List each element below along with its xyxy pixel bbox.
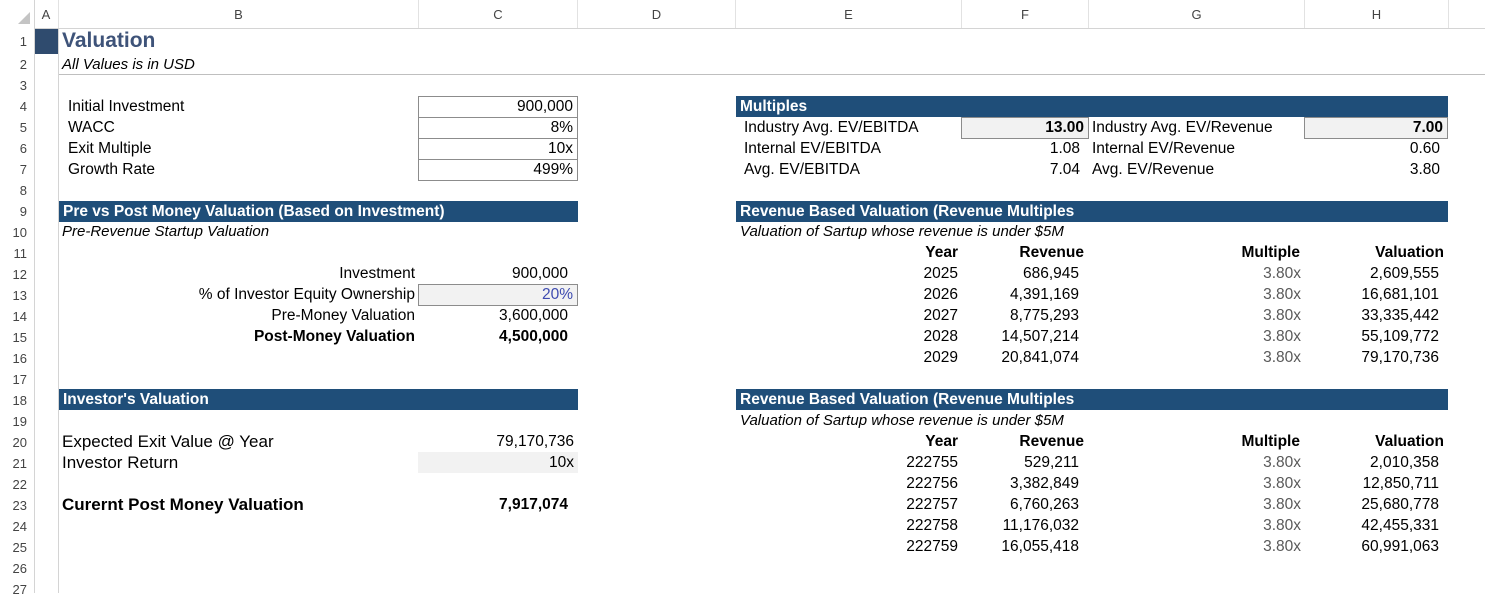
rev2-year: 222756 (906, 475, 958, 492)
rev2-year: 222757 (906, 496, 958, 513)
revenue-valuation-header: Revenue Based Valuation (Revenue Multiples (736, 201, 1448, 222)
rev1-year: 2029 (923, 349, 958, 366)
multiple-label: Industry Avg. EV/EBITDA (744, 119, 919, 136)
row-header[interactable]: 16 (12, 351, 27, 366)
row-header[interactable]: 11 (13, 246, 27, 261)
row-header[interactable]: 26 (12, 561, 27, 576)
rev1-year: 2025 (923, 265, 958, 282)
exit-multiple-input[interactable]: 10x (418, 138, 578, 160)
page-title: Valuation (62, 29, 156, 52)
rev2-year: 222755 (906, 454, 958, 471)
row-header[interactable]: 24 (12, 519, 27, 534)
exit-value-label: Expected Exit Value @ Year (62, 432, 274, 451)
column-header-bar (0, 0, 1485, 29)
prepost-subtitle: Pre-Revenue Startup Valuation (62, 223, 270, 240)
exit-value: 79,170,736 (496, 433, 574, 450)
revenue-valuation-subtitle: Valuation of Sartup whose revenue is under $5M (740, 412, 1064, 429)
growth-rate-input[interactable]: 499% (418, 159, 578, 181)
rev2-valuation: 25,680,778 (1361, 496, 1439, 513)
rev1-multiple: 3.80x (1263, 286, 1301, 303)
current-post-money-value: 7,917,074 (499, 496, 568, 513)
industry-ev-revenue-input[interactable]: 7.00 (1304, 117, 1448, 139)
rev1-year: 2027 (923, 307, 958, 324)
column-heading-valuation: Valuation (1375, 433, 1444, 450)
revenue-valuation-subtitle: Valuation of Sartup whose revenue is under $5M (740, 223, 1064, 240)
row-header[interactable]: 6 (19, 141, 27, 156)
rev2-revenue: 3,382,849 (1010, 475, 1079, 492)
rev1-multiple: 3.80x (1263, 265, 1301, 282)
input-label-growth-rate: Growth Rate (68, 161, 156, 178)
row-header[interactable]: 19 (12, 414, 27, 429)
row-header[interactable]: 4 (19, 99, 27, 114)
wacc-input[interactable]: 8% (418, 117, 578, 139)
rev2-valuation: 2,010,358 (1370, 454, 1439, 471)
row-header[interactable]: 27 (12, 582, 27, 597)
row-header[interactable]: 18 (12, 393, 27, 408)
rev2-multiple: 3.80x (1263, 475, 1301, 492)
row-header[interactable]: 25 (12, 540, 27, 555)
row-header[interactable]: 3 (19, 78, 27, 93)
page-subtitle: All Values is in USD (62, 56, 195, 73)
avg-ev-ebitda-value: 7.04 (1049, 161, 1080, 178)
rev2-multiple: 3.80x (1263, 454, 1301, 471)
rev2-multiple: 3.80x (1263, 538, 1301, 555)
post-money-value: 4,500,000 (499, 328, 568, 345)
rev2-revenue: 11,176,032 (1002, 517, 1079, 534)
multiples-header: Multiples (736, 96, 1448, 117)
prepost-label: Investment (339, 265, 415, 282)
equity-ownership-input[interactable]: 20% (418, 284, 578, 306)
rev2-multiple: 3.80x (1263, 517, 1301, 534)
row-header[interactable]: 21 (12, 456, 27, 471)
rev1-multiple: 3.80x (1263, 349, 1301, 366)
multiple-label: Industry Avg. EV/Revenue (1092, 119, 1273, 136)
select-all-corner[interactable] (0, 0, 35, 28)
column-heading-year: Year (925, 244, 958, 261)
multiple-label: Internal EV/Revenue (1092, 140, 1236, 157)
prepost-label: % of Investor Equity Ownership (198, 286, 415, 303)
prepost-header: Pre vs Post Money Valuation (Based on Investment) (59, 201, 578, 222)
column-header-H[interactable]: H (1305, 0, 1449, 28)
row-header[interactable]: 22 (12, 477, 27, 492)
rev2-valuation: 60,991,063 (1361, 538, 1439, 555)
row-header[interactable]: 15 (12, 330, 27, 345)
rev1-multiple: 3.80x (1263, 307, 1301, 324)
column-header-E[interactable]: E (736, 0, 962, 28)
column-heading-valuation: Valuation (1375, 244, 1444, 261)
rev2-multiple: 3.80x (1263, 496, 1301, 513)
rev1-valuation: 55,109,772 (1361, 328, 1439, 345)
row-header[interactable]: 2 (19, 57, 27, 72)
prepost-label: Pre-Money Valuation (271, 307, 415, 324)
row-header[interactable]: 14 (12, 309, 27, 324)
multiple-label: Avg. EV/EBITDA (744, 161, 861, 178)
row-header[interactable]: 8 (19, 183, 27, 198)
row-header[interactable]: 23 (12, 498, 27, 513)
rev2-valuation: 12,850,711 (1362, 475, 1439, 492)
multiple-label: Avg. EV/Revenue (1092, 161, 1215, 178)
row-header[interactable]: 12 (12, 267, 27, 282)
input-label-exit-multiple: Exit Multiple (68, 140, 152, 157)
row2-bottom-border (59, 74, 1485, 75)
column-heading-revenue: Revenue (1019, 433, 1084, 450)
rev1-revenue: 686,945 (1022, 265, 1079, 282)
rev1-multiple: 3.80x (1263, 328, 1301, 345)
row-header[interactable]: 9 (19, 204, 27, 219)
industry-ev-ebitda-input[interactable]: 13.00 (961, 117, 1089, 139)
row-header[interactable]: 5 (19, 120, 27, 135)
row-header[interactable]: 17 (12, 372, 27, 387)
column-header-G[interactable]: G (1089, 0, 1305, 28)
column-header-D[interactable]: D (578, 0, 736, 28)
rev2-revenue: 16,055,418 (1001, 538, 1079, 555)
rev1-year: 2028 (923, 328, 958, 345)
select-all-triangle-icon (18, 12, 30, 24)
rev1-revenue: 4,391,169 (1010, 286, 1079, 303)
rev2-revenue: 529,211 (1024, 454, 1079, 471)
rev2-year: 222758 (906, 517, 958, 534)
selected-cell-a1[interactable] (35, 29, 58, 54)
rev1-revenue: 20,841,074 (1001, 349, 1079, 366)
rev1-revenue: 8,775,293 (1010, 307, 1079, 324)
row-header[interactable]: 7 (19, 162, 27, 177)
row-header-bar (0, 28, 35, 597)
rev1-valuation: 16,681,101 (1361, 286, 1439, 303)
column-header-C[interactable]: C (419, 0, 578, 28)
column-heading-multiple: Multiple (1241, 433, 1300, 450)
rev2-year: 222759 (906, 538, 958, 555)
current-post-money-label: Curernt Post Money Valuation (62, 495, 304, 514)
internal-ev-ebitda-value: 1.08 (1049, 140, 1080, 157)
column-header-F[interactable]: F (962, 0, 1089, 28)
initial-investment-input[interactable]: 900,000 (418, 96, 578, 118)
row-header[interactable]: 13 (12, 288, 27, 303)
column-header-A[interactable]: A (34, 0, 59, 28)
row-header[interactable]: 1 (19, 34, 27, 49)
avg-ev-revenue-value: 3.80 (1409, 161, 1440, 178)
investor-header: Investor's Valuation (59, 389, 578, 410)
input-label-wacc: WACC (68, 119, 115, 136)
rev1-revenue: 14,507,214 (1001, 328, 1079, 345)
multiple-label: Internal EV/EBITDA (744, 140, 881, 157)
rev1-year: 2026 (923, 286, 958, 303)
column-heading-multiple: Multiple (1241, 244, 1300, 261)
rev1-valuation: 33,335,442 (1361, 307, 1439, 324)
investment-value: 900,000 (511, 265, 568, 282)
row-header[interactable]: 20 (12, 435, 27, 450)
row-header[interactable]: 10 (12, 225, 27, 240)
investor-return-label: Investor Return (62, 453, 179, 472)
pre-money-value: 3,600,000 (499, 307, 568, 324)
revenue-valuation-header: Revenue Based Valuation (Revenue Multiples (736, 389, 1448, 410)
investor-return-value[interactable]: 10x (418, 452, 578, 473)
input-label-initial-investment: Initial Investment (68, 98, 185, 115)
column-header-B[interactable]: B (59, 0, 419, 28)
rev1-valuation: 79,170,736 (1361, 349, 1439, 366)
column-heading-year: Year (925, 433, 958, 450)
rev1-valuation: 2,609,555 (1370, 265, 1439, 282)
rev2-revenue: 6,760,263 (1010, 496, 1079, 513)
internal-ev-revenue-value: 0.60 (1409, 140, 1440, 157)
rev2-valuation: 42,455,331 (1361, 517, 1439, 534)
prepost-label: Post-Money Valuation (253, 328, 415, 345)
column-heading-revenue: Revenue (1019, 244, 1084, 261)
